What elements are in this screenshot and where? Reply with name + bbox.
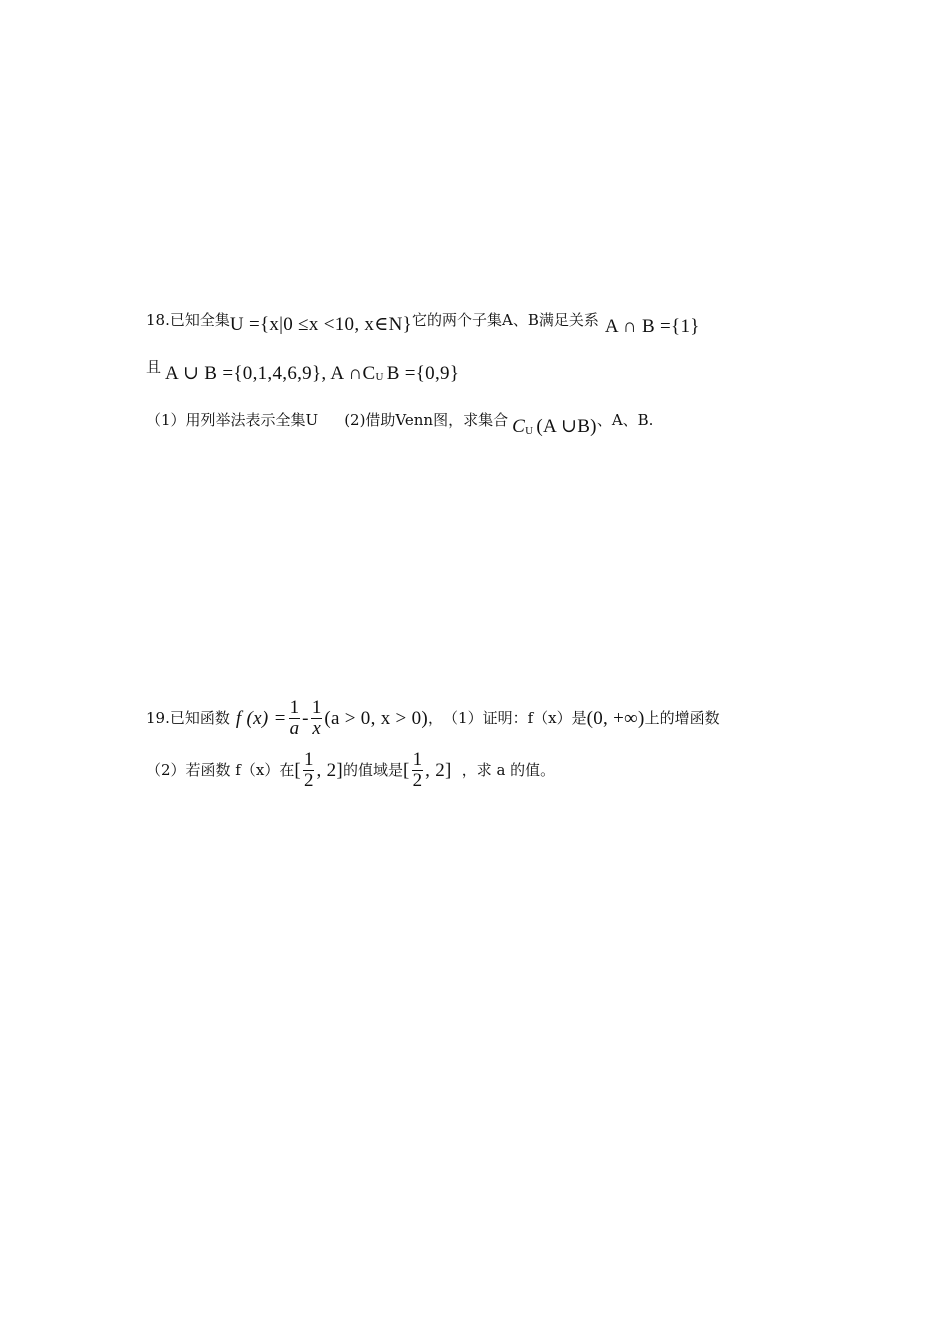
q19-condition: (a > 0, x > 0) — [324, 707, 429, 729]
q19-frac3-numerator: 1 — [303, 749, 314, 770]
q19-bracket-open-2: [ — [403, 759, 410, 781]
q19-part2-prefix: （2）若函数 f（x）在 — [146, 760, 295, 779]
q19-fraction-one-half-2 — [412, 750, 424, 791]
q18-complement-U: U — [525, 425, 534, 437]
q19-part1-tail: 上的增函数 — [644, 708, 720, 727]
q18-number: 18. — [146, 311, 170, 329]
q18-middle-text: 它的两个子集A、B满足关系 — [412, 311, 599, 329]
q19-range2-tail: , 2] — [425, 759, 452, 781]
q18-line-1 — [146, 305, 700, 336]
q19-minus: - — [302, 707, 309, 729]
q18-intersection: A ∩ B ={1} — [604, 316, 700, 337]
q19-line-1 — [146, 698, 720, 739]
q19-interval: (0, +∞) — [586, 707, 645, 729]
q18-part2-tail: 、A、B. — [596, 411, 654, 429]
q19-frac2-numerator: 1 — [311, 697, 322, 718]
q18-prefix: 已知全集 — [169, 311, 230, 329]
q18-line2-prefix: 且 — [146, 358, 162, 376]
q18-complement-C: C — [512, 416, 526, 437]
q19-frac2-denominator: x — [312, 717, 321, 739]
q19-frac1-denominator: a — [289, 717, 300, 739]
q19-bracket-open-1: [ — [294, 759, 301, 781]
q19-fraction-1-over-a — [289, 698, 301, 739]
q19-frac4-numerator: 1 — [412, 749, 423, 770]
q18-universe-set: U ={x|0 ≤x <10, x∈N} — [229, 314, 413, 335]
q19-frac1-numerator: 1 — [289, 697, 300, 718]
q19-number: 19. — [146, 708, 170, 727]
q19-fraction-one-half-1 — [303, 750, 315, 791]
q18-part1: （1）用列举法表示全集U — [146, 411, 319, 429]
q18-complement-subscript: U — [375, 371, 384, 383]
q18-complement-arg: (A ∪B) — [536, 416, 597, 437]
q19-part1: （1）证明：f（x）是 — [443, 708, 587, 727]
q19-prefix: 已知函数 — [169, 708, 230, 727]
q18-line-2 — [146, 358, 459, 383]
q19-range1-tail: , 2] — [316, 759, 343, 781]
q19-comma: ， — [428, 708, 444, 727]
q18-complement-result: B ={0,9} — [386, 363, 460, 384]
q18-part2: (2)借助Venn图，求集合 — [344, 411, 509, 429]
q19-part2-mid: 的值域是 — [343, 760, 404, 779]
q19-f-lhs: f (x) = — [235, 707, 287, 729]
q19-fraction-1-over-x — [311, 698, 323, 739]
q19-part2-tail: ，求 a 的值。 — [461, 760, 556, 779]
q18-line-3 — [146, 404, 653, 437]
q19-line-2 — [146, 750, 555, 791]
q19-frac3-denominator: 2 — [303, 769, 314, 791]
q19-frac4-denominator: 2 — [412, 769, 423, 791]
q18-union-expression: A ∪ B ={0,1,4,6,9}, A ∩C — [165, 363, 376, 384]
